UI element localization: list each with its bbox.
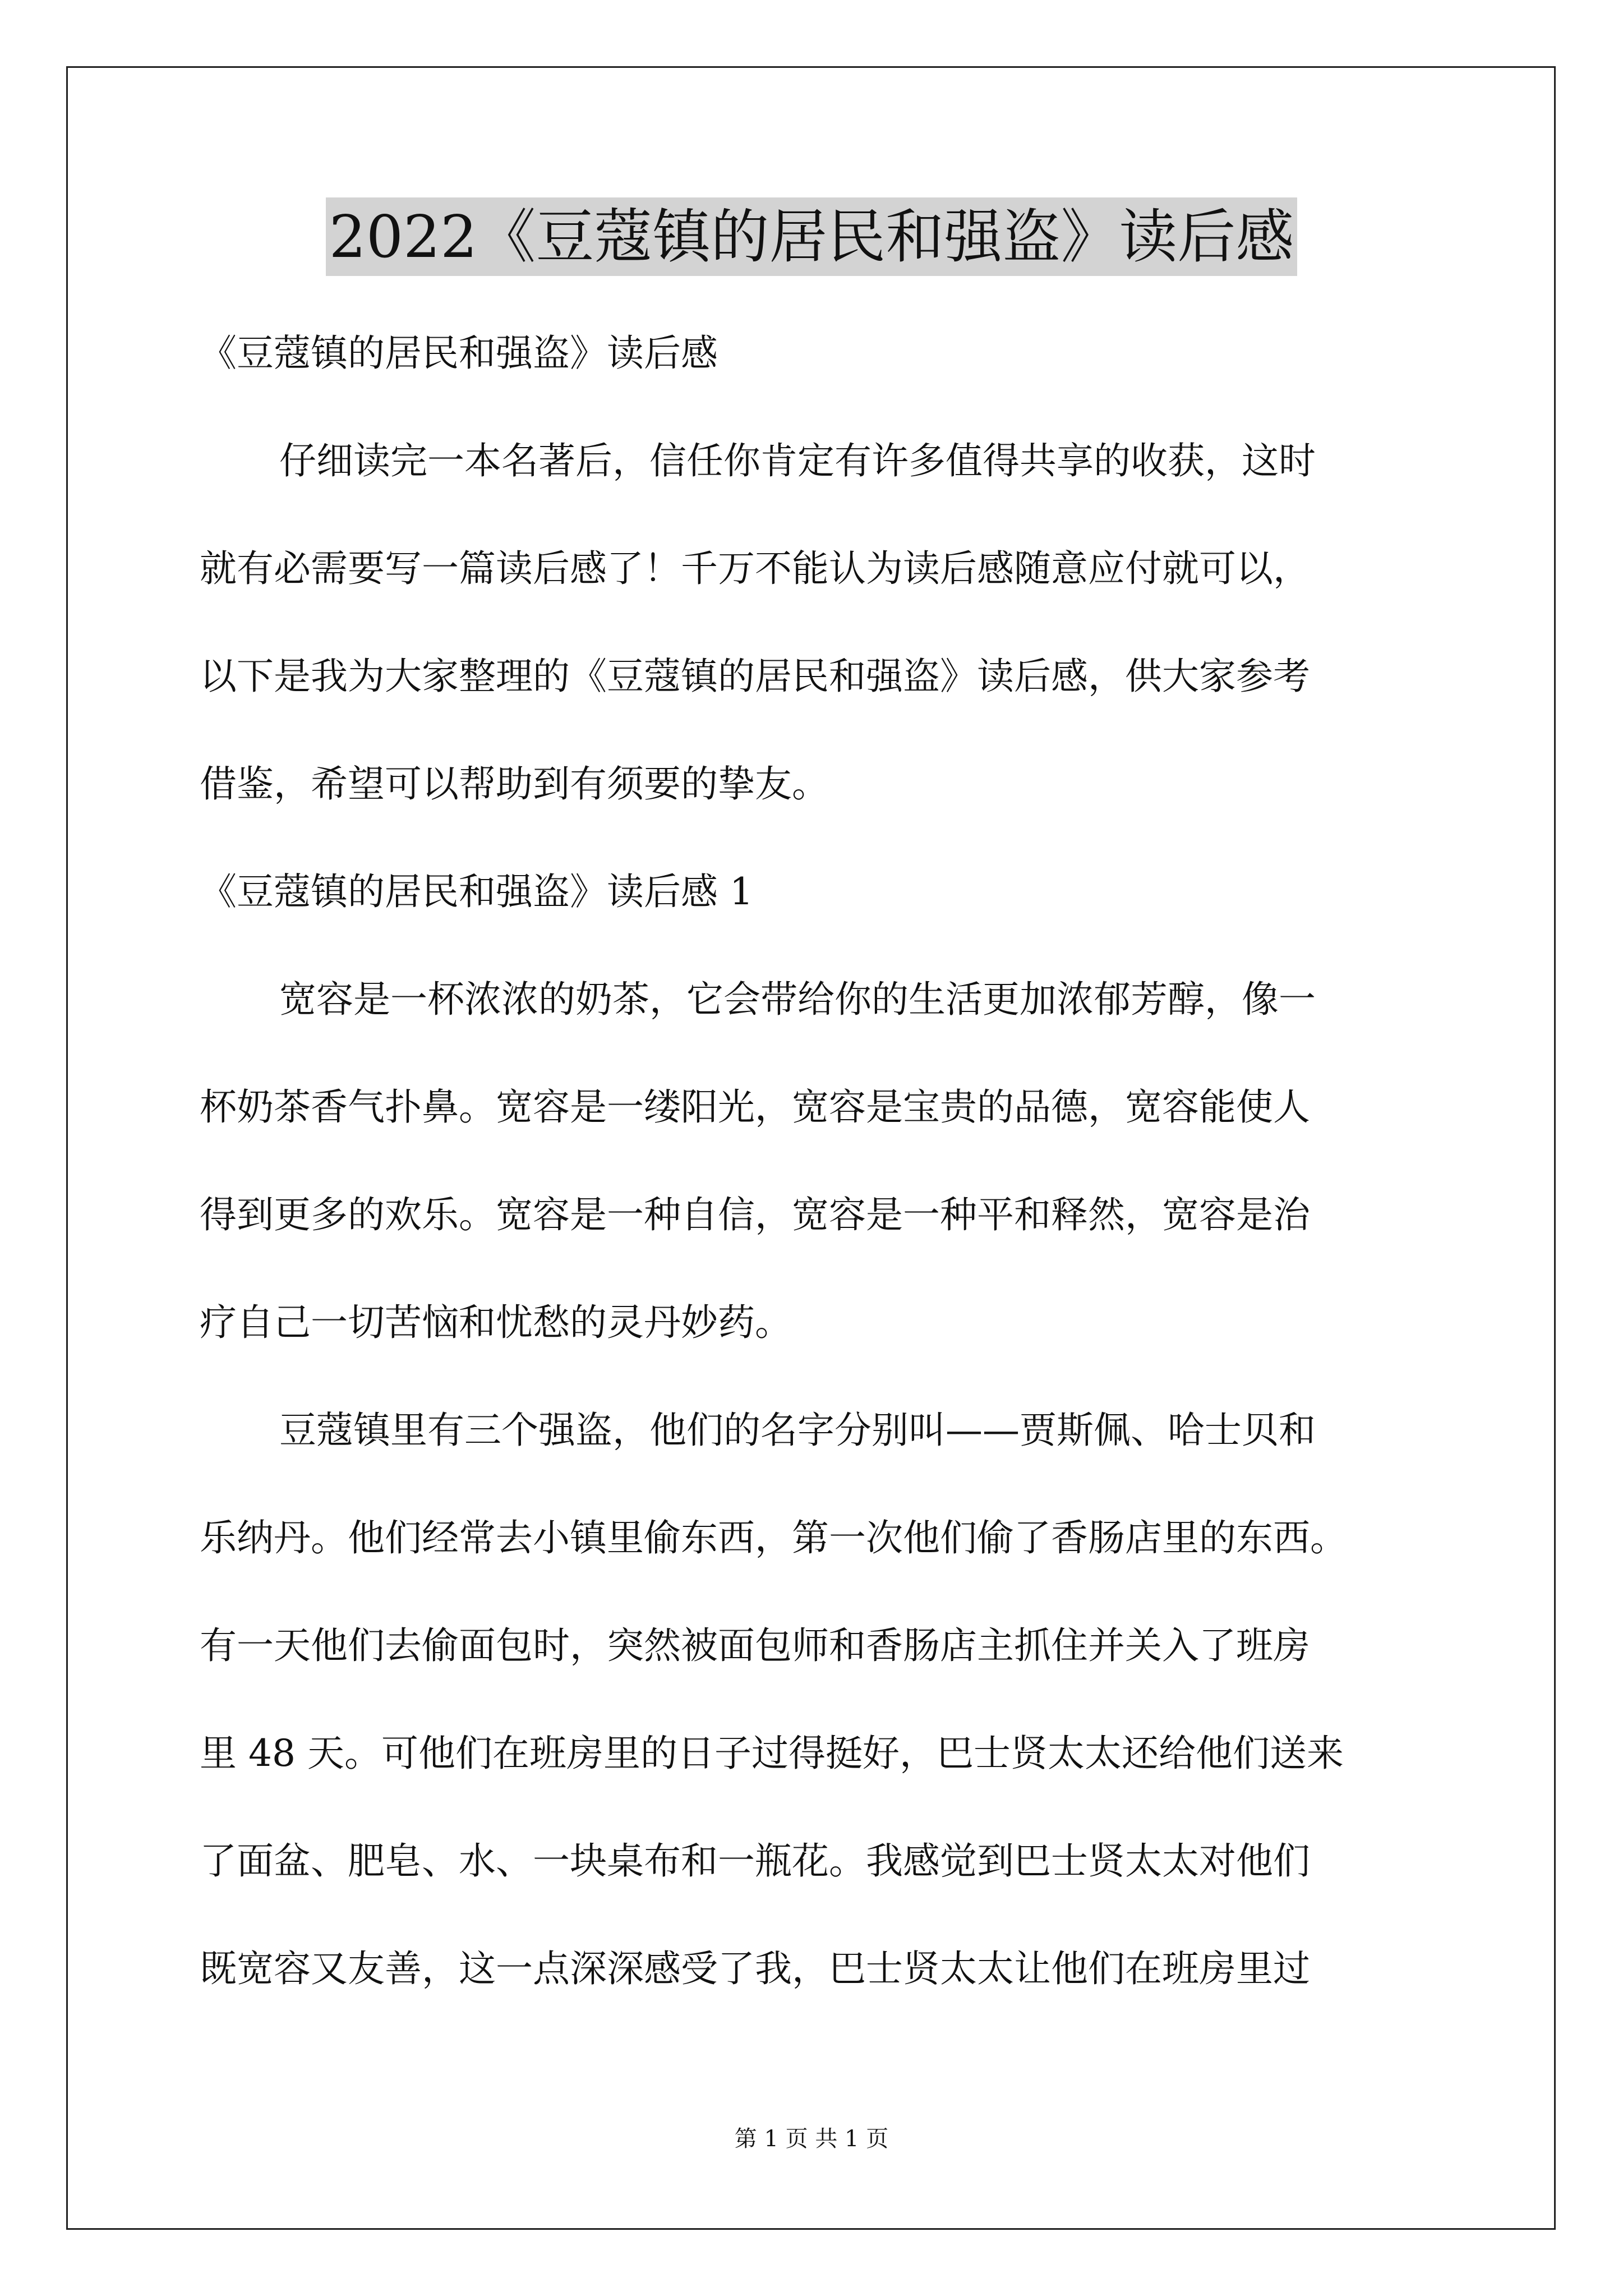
text-line: 里 48 天。可他们在班房里的日子过得挺好，巴士贤太太还给他们送来 [200,1732,1344,1775]
text-line: 就有必需要写一篇读后感了！千万不能认为读后感随意应付就可以， [200,547,1310,590]
subtitle-line: 《豆蔻镇的居民和强盗》读后感 [200,332,718,375]
text-line: 乐纳丹。他们经常去小镇里偷东西，第一次他们偷了香肠店里的东西。 [200,1516,1347,1559]
section-heading: 《豆蔻镇的居民和强盗》读后感 1 [200,870,753,913]
document-title: 2022《豆蔻镇的居民和强盗》读后感 [326,197,1298,276]
text-line: 仔细读完一本名著后，信任你肯定有许多值得共享的收获，这时 [279,439,1316,482]
text-line: 既宽容又友善，这一点深深感受了我，巴士贤太太让他们在班房里过 [200,1947,1310,1990]
text-line: 得到更多的欢乐。宽容是一种自信，宽容是一种平和释然，宽容是治 [200,1193,1310,1236]
text-line: 疗自己一切苦恼和忧愁的灵丹妙药。 [200,1301,792,1344]
text-line: 杯奶茶香气扑鼻。宽容是一缕阳光，宽容是宝贵的品德，宽容能使人 [200,1085,1310,1129]
text-line: 以下是我为大家整理的《豆蔻镇的居民和强盗》读后感，供大家参考 [200,655,1310,698]
text-line: 借鉴，希望可以帮助到有须要的挚友。 [200,762,829,806]
page-border [66,66,1556,2230]
page-footer: 第 1 页 共 1 页 [734,2126,889,2152]
text-line: 宽容是一杯浓浓的奶茶，它会带给你的生活更加浓郁芳醇，像一 [279,978,1316,1021]
text-line: 了面盆、肥皂、水、一块桌布和一瓶花。我感觉到巴士贤太太对他们 [200,1839,1310,1883]
title-container [0,197,1623,276]
text-line: 豆蔻镇里有三个强盗，他们的名字分别叫——贾斯佩、哈士贝和 [279,1409,1316,1452]
text-line: 有一天他们去偷面包时，突然被面包师和香肠店主抓住并关入了班房 [200,1624,1310,1667]
